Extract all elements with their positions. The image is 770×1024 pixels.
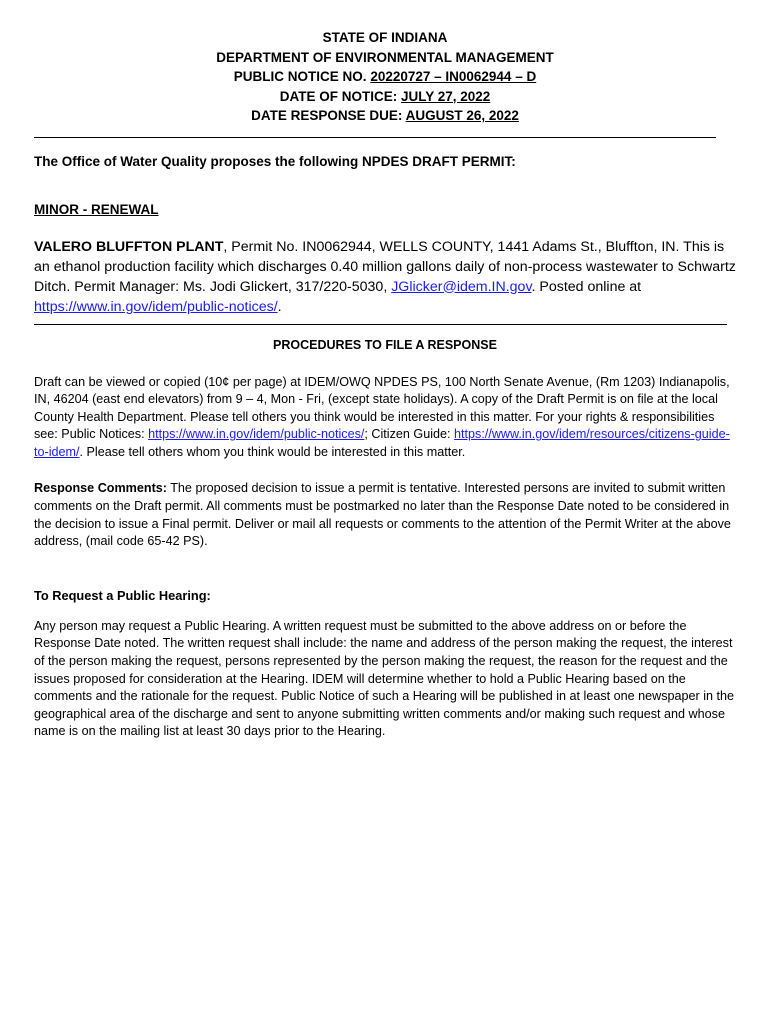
facility-text-2: . Posted online at	[531, 278, 642, 295]
public-hearing-heading: To Request a Public Hearing:	[34, 587, 211, 603]
facility-text-3: .	[277, 298, 282, 315]
department-name: DEPARTMENT OF ENVIRONMENTAL MANAGEMENT	[216, 49, 554, 65]
notice-date: JULY 27, 2022	[400, 88, 491, 104]
public-notices-link-2[interactable]: https://www.in.gov/idem/public-notices/	[148, 427, 365, 442]
notice-header	[34, 0, 736, 126]
viewing-text: Draft can be viewed or copied (10¢ per page) at IDEM/OWQ NPDES PS, 100 North Senate Avenue, (Rm 1203) Indianapolis, IN, 46204 (east end elevators) from 9 – 4, Mon - Fri, (except state holidays). A copy of the Draft Permit is on file at the local County Health Department. Please tell others you think would be interested in this matter. For your rights & responsibilities see: Public Notices:	[34, 374, 730, 442]
response-comments-label: Response Comments:	[34, 481, 167, 496]
state-name: STATE OF INDIANA	[322, 30, 448, 45]
due-label: DATE RESPONSE DUE:	[251, 108, 406, 123]
public-hearing-paragraph: Any person may request a Public Hearing. A written request must be submitted to the above address on or before the Response Date noted. The written request shall include: the name and address of the person making the request, the interest of the person making the request, persons represented by the person making the request, the reason for the request and the issues proposed for consideration at the Hearing. IDEM will determine whether to hold a Public Hearing based on the comments and the rationale for the request. Public Notice of such a Hearing will be published in at least one newspaper in the geographical area of the discharge and sent to anyone submitting written comments and/or making such request and whose name is on the mailing list at least 30 days prior to the Hearing.	[34, 618, 735, 739]
notice-label: PUBLIC NOTICE NO.	[233, 69, 371, 84]
permit-manager-email-link[interactable]: JGlicker@idem.IN.gov	[391, 278, 532, 295]
response-comments-paragraph	[34, 480, 736, 550]
viewing-text-2: ; Citizen Guide:	[364, 427, 455, 442]
notice-number: 20220727 – IN0062944 – D	[370, 69, 537, 84]
notice-number-line	[34, 67, 736, 87]
public-notices-link[interactable]: https://www.in.gov/idem/public-notices/	[34, 298, 278, 315]
viewing-text-3: . Please tell others whom you think would be interested in this matter.	[79, 444, 466, 459]
response-due-line	[34, 106, 736, 126]
viewing-paragraph	[34, 374, 736, 462]
response-due-date: AUGUST 26, 2022	[405, 108, 519, 123]
response-comments-text: The proposed decision to issue a permit is tentative. Interested persons are invited to submit written comments on the Draft permit. All comments must be postmarked no later than the Response Date noted to be considered in the decision to issue a Final permit. Deliver or mail all requests or comments to the attention of the Permit Writer at the above address, (mail code 65-42 PS).	[34, 481, 731, 549]
section-divider	[34, 324, 727, 325]
facility-name: VALERO BLUFFTON PLANT	[34, 238, 224, 255]
notice-date-line	[34, 87, 736, 107]
intro-statement: The Office of Water Quality proposes the following NPDES DRAFT PERMIT:	[34, 153, 516, 169]
facility-description	[34, 237, 736, 317]
date-label: DATE OF NOTICE:	[279, 88, 401, 104]
permit-category: MINOR - RENEWAL	[34, 201, 159, 217]
procedures-title: PROCEDURES TO FILE A RESPONSE	[273, 337, 497, 352]
citizens-guide-link[interactable]: https://www.in.gov/idem/resources/citizens-guide-to-idem/	[34, 427, 730, 459]
header-divider	[34, 137, 716, 138]
facility-text: , Permit No. IN0062944, WELLS COUNTY, 1441 Adams St., Bluffton, IN. This is an ethanol production facility which discharges 0.40 million gallons daily of non-process wastewater to Schwartz Ditch. Permit Manager: Ms. Jodi Glickert, 317/220-5030,	[34, 238, 736, 295]
